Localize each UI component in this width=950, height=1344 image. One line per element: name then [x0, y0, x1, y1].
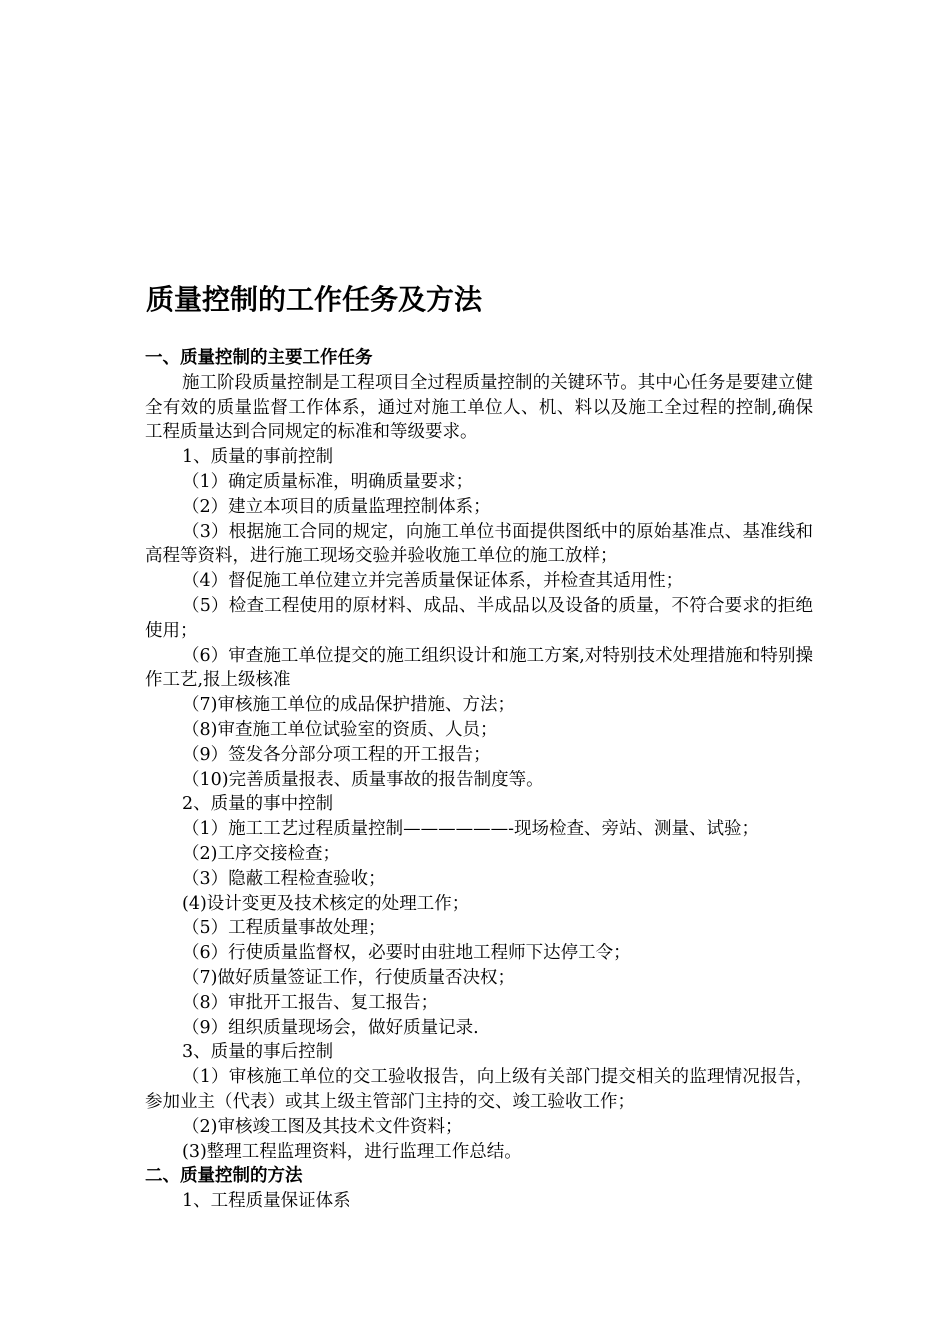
list-item: （9）签发各分部分项工程的开工报告；: [182, 744, 491, 765]
list-item: （1）确定质量标准，明确质量要求；: [182, 471, 474, 492]
list-item: （7)做好质量签证工作，行使质量否决权；: [182, 967, 515, 988]
list-item: （10)完善质量报表、质量事故的报告制度等。: [182, 769, 544, 790]
subsection-heading-during: 2、质量的事中控制: [182, 794, 334, 815]
subsection-heading-post: 3、质量的事后控制: [182, 1042, 334, 1063]
list-item: （2)工序交接检查；: [182, 843, 340, 864]
list-item: （3）隐蔽工程检查验收；: [182, 868, 386, 889]
document-body: [145, 346, 813, 1214]
list-item: （4）督促施工单位建立并完善质量保证体系，并检查其适用性；: [182, 571, 684, 592]
intro-paragraph: 施工阶段质量控制是工程项目全过程质量控制的关键环节。其中心任务是要建立健全有效的质量监督工作体系，通过对施工单位人、机、料以及施工全过程的控制,确保工程质量达到合同规定的标准和等级要求。: [145, 372, 813, 443]
list-item: （8）审批开工报告、复工报告；: [182, 992, 439, 1013]
section-heading-2: 二、质量控制的方法: [145, 1166, 303, 1187]
list-item: （6）审查施工单位提交的施工组织设计和施工方案,对特别技术处理措施和特别操作工艺,报上级核准: [145, 645, 813, 691]
list-item: （7)审核施工单位的成品保护措施、方法；: [182, 695, 515, 716]
list-item: （2）建立本项目的质量监理控制体系；: [182, 496, 491, 517]
list-item: （1）施工工艺过程质量控制——————-现场检查、旁站、测量、试验；: [182, 819, 760, 840]
list-item: （1）审核施工单位的交工验收报告，向上级有关部门提交相关的监理情况报告，参加业主（代表）或其上级主管部门主持的交、竣工验收工作；: [145, 1067, 813, 1112]
list-item: （9）组织质量现场会，做好质量记录.: [182, 1017, 479, 1038]
subsection-heading-quality-system: 1、工程质量保证体系: [182, 1191, 351, 1212]
subsection-heading-pre: 1、质量的事前控制: [182, 447, 334, 468]
list-item: （5）检查工程使用的原材料、成品、半成品以及设备的质量，不符合要求的拒绝使用；: [145, 595, 813, 641]
list-item: （2)审核竣工图及其技术文件资料；: [182, 1116, 463, 1137]
list-item: （5）工程质量事故处理；: [182, 918, 386, 939]
list-item: （3）根据施工合同的规定，向施工单位书面提供图纸中的原始基准点、基准线和高程等资料，进行施工现场交验并验收施工单位的施工放样；: [145, 521, 813, 567]
list-item: (3)整理工程监理资料，进行监理工作总结。: [182, 1141, 522, 1162]
list-item: (4)设计变更及技术核定的处理工作；: [182, 893, 470, 914]
section-heading-1: 一、质量控制的主要工作任务: [145, 348, 373, 368]
list-item: （6）行使质量监督权，必要时由驻地工程师下达停工令；: [182, 943, 631, 964]
document-title: 质量控制的工作任务及方法: [146, 283, 483, 316]
list-item: （8)审查施工单位试验室的资质、人员；: [182, 719, 498, 740]
